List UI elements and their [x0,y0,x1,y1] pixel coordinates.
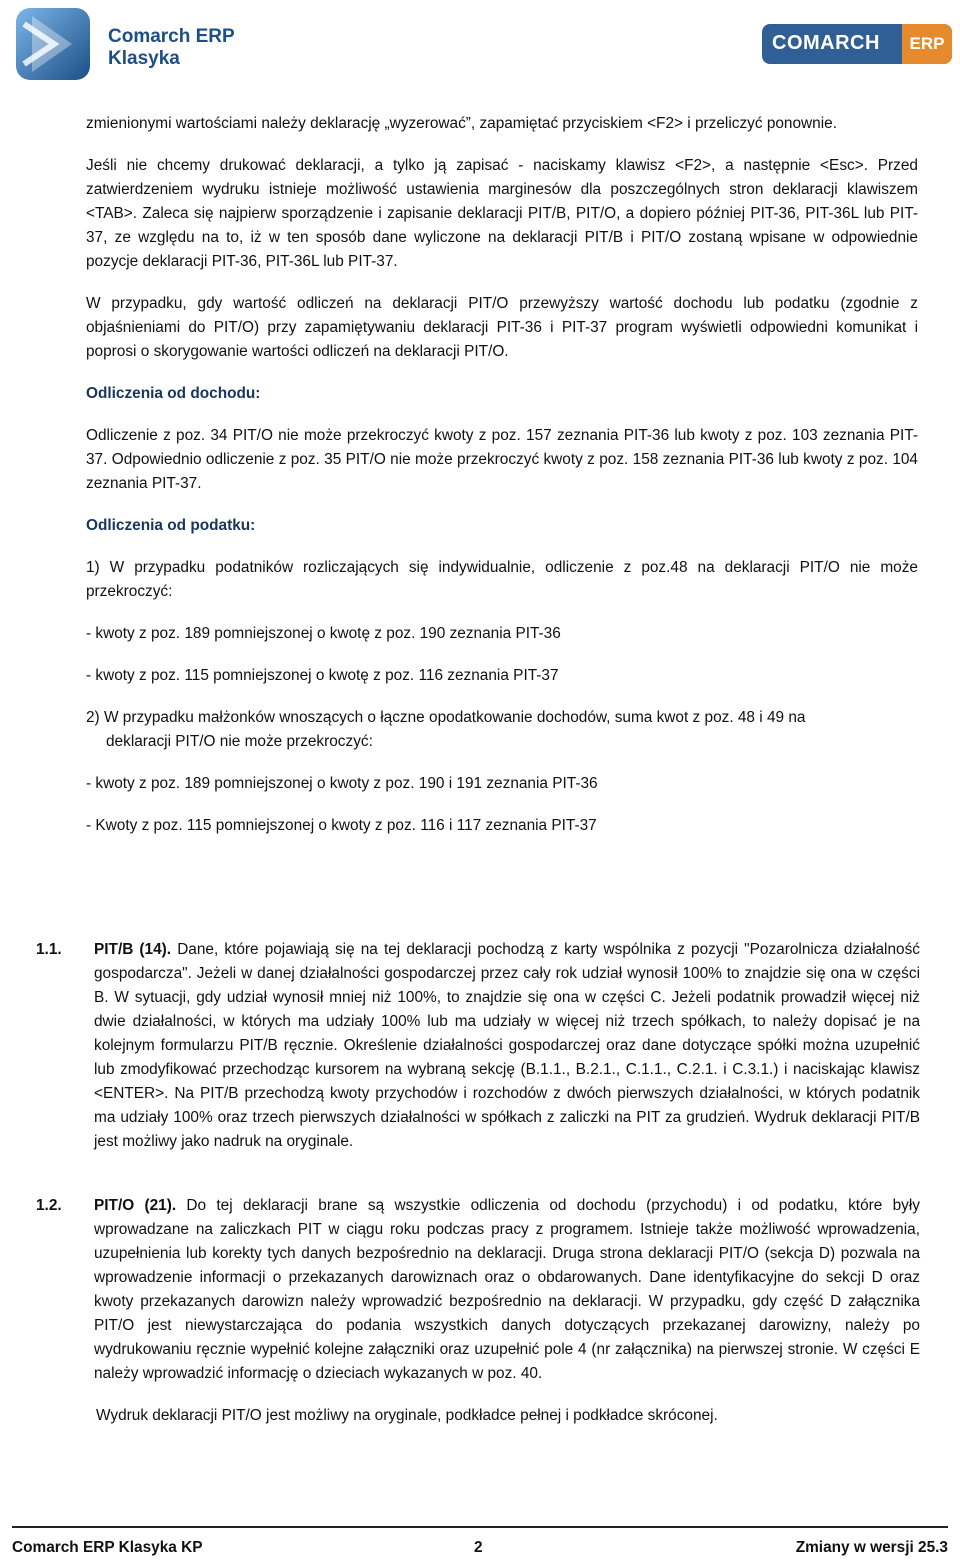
final-note: Wydruk deklaracji PIT/O jest możliwy na oryginale, podkładce pełnej i podkładce skróconej. [96,1407,718,1424]
list-item: - kwoty z poz. 189 pomniejszonej o kwotę z poz. 190 zeznania PIT-36 [86,625,561,642]
section-label: PIT/B (14). [94,941,172,958]
document-body [86,112,918,856]
paragraph-line: deklaracji PIT/O nie może przekroczyć: [106,733,373,750]
paragraph-line: 2) W przypadku małżonków wnoszących o łączne opodatkowanie dochodów, suma kwot z poz. 48 i 49 na [86,709,806,726]
list-item: - Kwoty z poz. 115 pomniejszonej o kwoty z poz. 116 i 117 zeznania PIT-37 [86,817,597,834]
paragraph: 1) W przypadku podatników rozliczających się indywidualnie, odliczenie z poz.48 na deklaracji PIT/O nie może przekroczyć: [86,559,918,600]
section-heading: Odliczenia od dochodu: [86,385,261,402]
brand-text [108,26,235,70]
list-item: - kwoty z poz. 189 pomniejszonej o kwoty z poz. 190 i 191 zeznania PIT-36 [86,775,598,792]
page-header [0,0,960,90]
section-heading: Odliczenia od podatku: [86,517,256,534]
footer-product: Comarch ERP Klasyka KP [12,1539,203,1556]
section-text [94,938,920,1154]
comarch-wordmark: COMARCH [772,32,880,54]
section-body: Do tej deklaracji brane są wszystkie odliczenia od dochodu (przychodu) i od podatku, które były wprowadzane na zaliczkach PIT w ciągu roku podczas pracy z programem. Istnieje także możliwość wprowadzenia, uzupełnienia lub korekty tych danych bezpośrednio na deklaracji. Druga strona deklaracji PIT/O (sekcja D) pozwala na wprowadzenie informacji o przekazanych darowiznach oraz o obdarowanych. Dane identyfikacyjne do sekcji D oraz kwoty przekazanych darowizn należy wprowadzić bezpośrednio na deklaracji. W przypadku, gdy część D załącznika PIT/O jest niewystarczająca do podania wszystkich danych dotyczących przekazanej darowizny, należy po wydrukowaniu ręcznie wypełnić kolejne załączniki oraz uzupełnić pole 4 (nr załącznika) na pierwszej stronie. W części E należy wprowadzić informację o dzieciach wykazanych w poz. 40. [94,1197,920,1382]
section-number: 1.2. [36,1197,62,1214]
paragraph: Jeśli nie chcemy drukować deklaracji, a tylko ją zapisać - naciskamy klawisz <F2>, a następnie <Esc>. Przed zatwierdzeniem wydruku istnieje możliwość ustawienia marginesów dla poszczególnych stron deklaracji klawiszem <TAB>. Zaleca się najpierw sporządzenie i zapisanie deklaracji PIT/B, PIT/O, a dopiero później PIT-36, PIT-36L lub PIT-37, ze względu na to, iż w ten sposób dane wyliczone na deklaracji PIT/B i PIT/O zostaną wpisane w odpowiednie pozycje deklaracji PIT-36, PIT-36L lub PIT-37. [86,157,918,270]
section-label: PIT/O (21). [94,1197,177,1214]
section-pit-b [36,938,920,1154]
paragraph: W przypadku, gdy wartość odliczeń na deklaracji PIT/O przewyższy wartość dochodu lub podatku (zgodnie z objaśnieniami do PIT/O) przy zapamiętywaniu deklaracji PIT-36 i PIT-37 program wyświetli odpowiedni komunikat i poprosi o skorygowanie wartości odliczeń na deklaracji PIT/O. [86,295,918,360]
comarch-erp-logo [762,24,952,64]
footer-divider [12,1526,948,1528]
list-item: - kwoty z poz. 115 pomniejszonej o kwotę z poz. 116 zeznania PIT-37 [86,667,559,684]
page-number: 2 [474,1539,483,1556]
paragraph: zmienionymi wartościami należy deklarację „wyzerować”, zapamiętać przyciskiem <F2> i przeliczyć ponownie. [86,115,837,132]
section-pit-o [36,1194,920,1428]
brand-line-2: Klasyka [108,48,180,69]
section-number: 1.1. [36,941,62,958]
page-footer [12,1536,948,1560]
logo-icon [14,6,94,82]
brand-line-1: Comarch ERP [108,26,235,47]
section-body: Dane, które pojawiają się na tej deklaracji pochodzą z karty wspólnika z pozycji "Pozarolnicza działalność gospodarcza". Jeżeli w danej działalności gospodarczej przez cały rok udział wynosił 100% to znajdzie się ona w części B. W sytuacji, gdy udział wynosił mniej niż 100%, to znajdzie się ona w części C. Jeżeli podatnik prowadził więcej niż dwie działalności, w których ma udziały 100% lub ma udziały w więcej niż trzech spółkach, to należy dopisać je na kolejnym formularzu PIT/B ręcznie. Określenie działalności gospodarczej oraz dane dotyczące spółki można uzupełnić lub zmodyfikować przechodząc kursorem na wybraną sekcję (B.1.1., B.2.1., C.1.1., C.2.1. i C.3.1.) i naciskając klawisz <ENTER>. Na PIT/B przechodzą kwoty przychodów i rozchodów z dwóch pierwszych działalności, w których podatnik ma udziały 100% oraz trzech pierwszych działalności w spółkach z zaliczki na PIT za grudzień. Wydruk deklaracji PIT/B jest możliwy jako nadruk na oryginale. [94,941,920,1150]
comarch-erp-klasyka-logo [14,6,314,82]
footer-version: Zmiany w wersji 25.3 [795,1539,948,1556]
paragraph: Odliczenie z poz. 34 PIT/O nie może przekroczyć kwoty z poz. 157 zeznania PIT-36 lub kwoty z poz. 103 zeznania PIT-37. Odpowiednio odliczenie z poz. 35 PIT/O nie może przekroczyć kwoty z poz. 158 zeznania PIT-36 lub kwoty z poz. 104 zeznania PIT-37. [86,427,918,492]
section-text [94,1194,920,1386]
erp-tag: ERP [902,24,952,64]
